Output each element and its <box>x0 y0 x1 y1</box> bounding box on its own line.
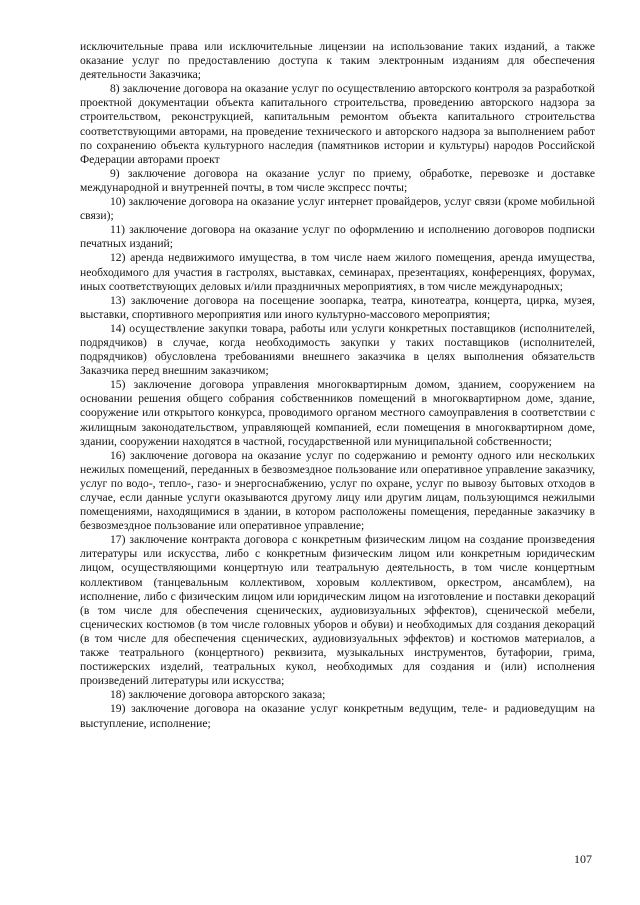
paragraph-continuation: исключительные права или исключительные лицензии на использование таких изданий, а также оказание услуг по предоставлению доступа к таким электронным изданиям для обеспечения деятельности Заказчика; <box>80 40 595 82</box>
paragraph-item-16: 16) заключение договора на оказание услуг по содержанию и ремонту одного или нескольких нежилых помещений, переданных в безвозмездное пользование или оперативное управление заказчику, услуг по водо-, тепло-, газо- и энергоснабжению, услуг по охране, услуг по вывозу бытовых отходов в случае, если данные услуги оказываются другому лицу или другим лицам, пользующимся нежилыми помещениями, находящимися в здании, в котором расположены помещения, переданные заказчику в безвозмездное пользование или оперативное управление; <box>80 448 595 533</box>
page-number: 107 <box>574 852 592 866</box>
paragraph-item-9: 9) заключение договора на оказание услуг по приему, обработке, перевозке и доставке международной и внутренней почты, в том числе экспресс почты; <box>80 166 595 194</box>
paragraph-item-14: 14) осуществление закупки товара, работы или услуги конкретных поставщиков (исполнителей, подрядчиков) в случае, когда необходимость закупки у таких поставщиков (исполнителей, подрядчиков) обусловлена требованиями внешнего заказчика в целях выполнения обязательств Заказчика перед внешним заказчиком; <box>80 321 595 378</box>
paragraph-item-8: 8) заключение договора на оказание услуг по осуществлению авторского контроля за разработкой проектной документации объекта капитального строительства, проведению авторского надзора за строительством, реконструкцией, капитальным ремонтом объекта капитального строительства соответствующими авторами, на проведение технического и авторского надзора за выполнением работ по сохранению объекта культурного наследия (памятников истории и культуры) народов Российской Федерации авторами проект <box>80 82 595 166</box>
paragraph-item-11: 11) заключение договора на оказание услуг по оформлению и исполнению договоров подписки печатных изданий; <box>80 223 595 251</box>
paragraph-item-10: 10) заключение договора на оказание услуг интернет провайдеров, услуг связи (кроме мобильной связи); <box>80 195 595 223</box>
paragraph-item-19: 19) заключение договора на оказание услуг конкретным ведущим, теле- и радиоведущим на выступление, исполнение; <box>80 702 595 730</box>
document-page <box>80 40 595 900</box>
paragraph-item-13: 13) заключение договора на посещение зоопарка, театра, кинотеатра, концерта, цирка, музея, выставки, спортивного мероприятия или иного культурно-массового мероприятия; <box>80 293 595 321</box>
paragraph-item-15: 15) заключение договора управления многоквартирным домом, зданием, сооружением на основании решения общего собрания собственников помещений в многоквартирном доме, здание, сооружение или открытого конкурса, проводимого органом местного самоуправления в соответствии с жилищным законодательством, управляющей компанией, если помещения в многоквартирном доме, здании, сооружении находятся в частной, государственной или муниципальной собственности; <box>80 378 595 448</box>
paragraph-item-12: 12) аренда недвижимого имущества, в том числе наем жилого помещения, аренда имущества, необходимого для участия в гастролях, выставках, семинарах, презентациях, конференциях, форумах, иных соответствующих деловых и/или праздничных мероприятиях, в том числе международных; <box>80 251 595 293</box>
paragraph-item-17: 17) заключение контракта договора с конкретным физическим лицом на создание произведения литературы или искусства, либо с конкретным физическим лицом или конкретным юридическим лицом, осуществляющими концертную или театральную деятельность, в том числе концертным коллективом (танцевальным коллективом, хоровым коллективом, оркестром, ансамблем), на исполнение, либо с физическим лицом или юридическим лицом на изготовление и поставки декораций (в том числе для обеспечения сценических, аудиовизуальных эффектов), сценической мебели, сценических костюмов (в том числе головных уборов и обуви) и необходимых для создания декораций (в том числе для обеспечения сценических, аудиовизуальных эффектов) и костюмов материалов, а также театрального (концертного) реквизита, музыкальных инструментов, бутафории, грима, постижерских изделий, театральных кукол, необходимых для создания и (или) исполнения произведений литературы или искусства; <box>80 533 595 688</box>
paragraph-item-18: 18) заключение договора авторского заказа; <box>110 688 326 702</box>
